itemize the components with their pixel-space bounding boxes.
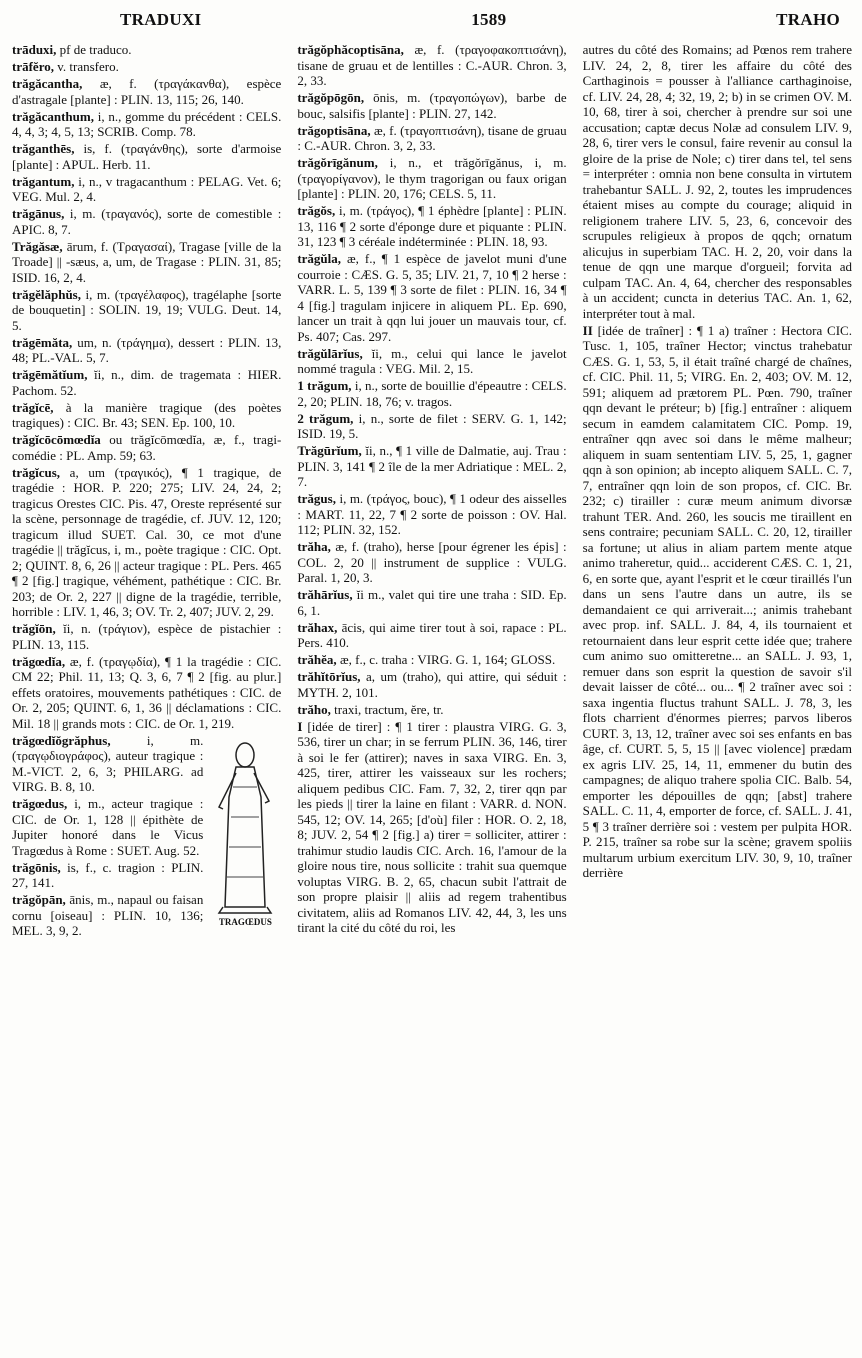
entry-definition: æ, f., ¶ 1 espèce de javelot muni d'une courroie : CÆS. G. 5, 35; LIV. 21, 7, 10 ¶ 2 herse : VARR. L. 5, 139 ¶ 3 sorte de filet : PLIN. 16, 34 ¶ 4 [fig.] tragulam injicere in aliquem PL. Ep. 690, lancer un trait à qqn lui jouer un mauvais tour, cf. Ps. 407; Cas. 297.: [297, 251, 567, 344]
entry-definition: i, m. (τράγος), ¶ 1 éphèdre [plante] : PLIN. 13, 116 ¶ 2 sorte d'éponge dure et piquante : PLIN. 31, 123 ¶ 3 céréale indéterminée : PLIN. 18, 93.: [297, 203, 567, 249]
entry-definition: ācis, qui aime tirer tout à soi, rapace : PL. Pers. 410.: [297, 619, 567, 650]
entry-headword: trăgēmătĭum,: [12, 367, 88, 382]
entry-definition: ĭi, n., ¶ 1 ville de Dalmatie, auj. Trau : PLIN. 3, 141 ¶ 2 île de la mer Adriatique : MEL. 2, 7.: [297, 443, 567, 489]
dictionary-entry: [297, 539, 566, 586]
entry-headword: trăgĕlăphŭs,: [12, 286, 81, 302]
entry-definition: i, m. (τραγῳδιογράφος), auteur tragique : M.-VICT. 2, 6, 3; PHILARG. ad VIRG. B. 8, 10.: [12, 732, 204, 794]
dictionary-entry: [583, 323, 852, 881]
dictionary-entry: [12, 59, 281, 75]
entry-definition: ōnis, m. (τραγοπώγων), barbe de bouc, salsifis [plante] : PLIN. 27, 142.: [297, 90, 567, 121]
dictionary-entry: [297, 443, 566, 490]
dictionary-entry: [583, 42, 852, 321]
entry-headword: trăgŏs,: [297, 203, 336, 218]
entry-headword: trāduxi,: [12, 42, 57, 57]
dictionary-entry: [297, 378, 566, 409]
entry-headword: trăgōnis,: [12, 859, 61, 875]
dictionary-entry: [12, 654, 281, 732]
entry-headword: trāfĕro,: [12, 59, 54, 74]
entry-definition: v. transfero.: [53, 59, 119, 74]
dictionary-entry: [297, 251, 566, 344]
dictionary-entry: [297, 669, 566, 700]
entry-headword: trăgĭcē,: [12, 399, 54, 415]
dictionary-entry: [12, 109, 281, 140]
entry-headword: trăhĕa,: [297, 652, 337, 667]
entry-definition: ārum, f. (Τραγασαί), Tragase [ville de la Troade] || -sæus, a, um, de Tragase : PLIN. 31, 85; ISID. 16, 2, 4.: [12, 238, 282, 285]
entry-definition: i, n., v tragacanthum : PELAG. Vet. 6; VEG. Mul. 2, 4.: [12, 173, 282, 204]
entry-definition: ou trăgĭcōmœdĭa, æ, f., tragi-comédie : PL. Amp. 59; 63.: [12, 432, 282, 463]
dictionary-entry: [12, 465, 281, 620]
dictionary-entry: [12, 206, 281, 237]
entry-headword: trăgēmăta,: [12, 334, 73, 350]
entry-definition: æ, f., c. traha : VIRG. G. 1, 164; GLOSS.: [336, 652, 556, 667]
dictionary-entry: [297, 155, 566, 202]
illustration-caption: TRAGŒDUS: [218, 916, 272, 927]
dictionary-entry: [297, 123, 566, 154]
entry-definition: i, n., gomme du précédent : CELS. 4, 4, 3; 4, 5, 13; SCRIB. Comp. 78.: [12, 108, 282, 139]
dictionary-entry: [12, 287, 281, 334]
entry-definition: is, f. (τραγάνθης), sorte d'armoise [plante] : APUL. Herb. 11.: [12, 141, 282, 172]
entry-headword: trăgŭlārĭus,: [297, 345, 363, 361]
entry-headword: trăhĭtōrĭus,: [297, 669, 361, 684]
entry-definition: ĭi, m., celui qui lance le javelot nommé tragula : VEG. Mil. 2, 15.: [297, 345, 567, 376]
entry-headword: trăgŭla,: [297, 251, 342, 266]
entry-definition: is, f., c. tragion : PLIN. 27, 141.: [12, 859, 204, 890]
entry-headword: trăgăcantha,: [12, 76, 83, 91]
entry-headword: trăhārĭus,: [297, 587, 353, 602]
dictionary-entry: [12, 76, 281, 107]
dictionary-entry: [297, 652, 566, 668]
entry-headword: trăgŏrīgănum,: [297, 155, 378, 170]
dictionary-entry: [297, 42, 566, 89]
entry-headword: II: [582, 322, 593, 338]
entry-definition: à la manière tragique (des poètes tragiques) : CIC. Br. 43; SEN. Ep. 100, 10.: [12, 399, 282, 430]
entry-definition: autres du côté des Romains; ad Pœnos rem trahere LIV. 24, 2, 8, tirer les affaire du côté des Carthaginois = pousser à l'alliance carthaginoise, cf. LIV. 24, 28, 4; 32, 19, 2; b) in se crimen OV. M. 10, 68, tirer à soi, chercher à prendre sur soi une accusation; captæ decus Nolæ ad consulem LIV. 9, 28, 6, tirer vers le consul, faire revenir au consul la gloire de la prise de Nole; c) tirer dans tel, tel sens = interpréter : omnia non bene consulta in virtutem trahebantur SALL. J. 92, 2, toutes les imprudences étaient mises au compte du courage; aliquid in religionem trahere LIV. 5, 23, 6, concevoir des scrupules religieux à propos de qqch; ornatum alicujus in superbiam TAC. H. 2, 20, voir dans la tenue de qqn une marque d'orgueil; forvita ad culpam TAC. An. 4, 64, chercher des responsables à un accident; cuncta in deterius TAC. An. 1, 62, interpréter tout à mal.: [582, 42, 852, 321]
dictionary-entry: [12, 400, 281, 431]
entry-definition: [idée de traîner] : ¶ 1 a) traîner : Hectora CIC. Tusc. 1, 105, traîner Hector; vinctus trahebatur CÆS. G. 1, 53, 5, il était traîné chargé de chaînes, cf. CIC. Phil. 11, 5; VIRG. En. 2, 403; OV. M. 12, 591; aliquem ad prætorem PL. Pœn. 790, traîner qqn devant le préteur; b) [fig.] entraîner : aliquem secum in eamdem calamitatem CIC. Pomp. 19, entraîner qqn avec soi dans le même malheur; aliquem in suam sententiam LIV. 5, 25, 1, gagner qqn à son opinion; ab incepto aliquem SALL. C. 7, 7, entraîner qqn loin de son propos, cf. CIC. Br. 232; c) tirailler : curæ meum animum divorsæ trahunt TER. And. 260, les soucis me tiraillent en sens contraire; pecuniam SALL. C. 20, 12, tirailler sa fortune; ut alius in aliam partem mente atque animo traheretur, quid... acciderent CÆS. C. 1, 21, 6, en sorte que, ayant l'esprit et le cœur tiraillés l'un dans un sens l'autre dans un autre, ils se demandaient ce qui arriverait...; animis trahebant avec prop. inf. SALL. J. 84, 4, ils tournaient et retournaient dans leur esprit cette idée que; trahere cum animo suo omitteretne... an SALL. J. 93, 1, remuer dans son esprit la question de savoir s'il devait laisser de côté... ou... ¶ 2 traîner avec soi : saxa ingentia fluctus trahunt SALL. J. 78, 3, les flots charrient d'énormes pierres; parvos liberos CURT. 3, 13, 12, traîner avec soi ses enfants en bas âge, cf. CURT. 5, 5, 15 || [avec violence] prædam ex agris LIV. 25, 14, 11, emmener du butin des campagnes; de aliquo trahere spolia CIC. Balb. 54, emporter les dépouilles de qqn; [abst] trahere SALL. C. 11, 4, emporter de force, cf. SALL. J. 41, 5 ¶ 3 traîner derrière soi : vestem per pulpita HOR. P. 215, traîner sa robe sur la scène; gravem spoliis multarum urbium exercitum LIV. 30, 9, 10, traîner derrière: [582, 322, 852, 880]
entry-headword: trăganthēs,: [12, 141, 75, 156]
page-number: 1589: [471, 10, 507, 29]
column-3: [583, 42, 852, 940]
dictionary-entry: [12, 335, 281, 366]
entry-definition: ānis, m., napaul ou faisan cornu [oiseau] : PLIN. 10, 136; MEL. 3, 9, 2.: [12, 892, 204, 938]
entry-headword: I: [297, 718, 303, 734]
column-1: [12, 42, 281, 940]
entry-headword: trăgăcanthum,: [12, 108, 94, 124]
entry-headword: trăgœdus,: [12, 796, 68, 811]
entry-definition: i, m. (τραγέλαφος), tragélaphe [sorte de bouquetin] : SOLIN. 19, 19; VULG. Deut. 14, 5.: [12, 286, 282, 333]
entry-definition: i, n., sorte de bouillie d'épeautre : CELS. 2, 20; PLIN. 18, 76; v. tragos.: [297, 378, 567, 409]
dictionary-entry: [12, 367, 281, 398]
dictionary-entry: [12, 239, 281, 286]
header-left-guideword: TRADUXI: [120, 10, 202, 29]
entry-definition: i, n., sorte de filet : SERV. G. 1, 142; ISID. 19, 5.: [297, 410, 567, 441]
entry-headword: trăhax,: [297, 619, 338, 635]
entry-headword: trăgānus,: [12, 206, 65, 221]
entry-headword: trăho,: [297, 701, 331, 717]
entry-headword: trăgantum,: [12, 173, 75, 189]
entry-definition: traxi, tractum, ĕre, tr.: [330, 701, 444, 717]
dictionary-entry: [297, 587, 566, 618]
dictionary-entry: [297, 719, 566, 936]
entry-headword: Trăgūrĭum,: [297, 443, 362, 458]
dictionary-entry: [12, 432, 281, 463]
entry-headword: trăgŏpān,: [12, 892, 66, 907]
entry-definition: æ, f. (τραγῳδία), ¶ 1 la tragédie : CIC. CM 22; Phil. 11, 13; Q. 3, 6, 7 ¶ 2 [fig. au plur.] effets oratoires, mouvements pathétiques : CIC. de Or. 2, 205; QUINT. 6, 1, 36 || déclamations : CIC. Mil. 18 || grands mots : CIC. de Or. 1, 219.: [12, 653, 282, 731]
dictionary-entry: [297, 411, 566, 442]
entry-headword: Trăgăsæ,: [12, 238, 63, 254]
dictionary-entry: [12, 174, 281, 205]
entry-headword: trăha,: [297, 539, 331, 554]
dictionary-entry: [297, 620, 566, 651]
dictionary-entry: [12, 621, 281, 652]
entry-definition: æ, f. (τραγάκανθα), espèce d'astragale [plante] : PLIN. 13, 115; 26, 140.: [12, 76, 282, 107]
column-2: [297, 42, 566, 940]
entry-definition: [idée de tirer] : ¶ 1 tirer : plaustra VIRG. G. 3, 536, tirer un char; in se ferrum PLIN. 36, 146, tirer à soi le fer (attirer); naves in saxa VIRG. En. 3, 425, tirer, attirer les vaisseaux sur les rochers; aliquem pedibus CIC. Fam. 7, 32, 2, tirer qqn par les pieds || tirer la laine en filant : VARR. d. NON. 545, 12; OV. 14, 265; [d'où] filer : HOR. O. 2, 18, 8; JUV. 2, 54 ¶ 2 [fig.] a) tirer = solliciter, attirer : trahimur studio laudis CIC. Arch. 16, l'amour de la gloire nous tire, nous sollicite : trahit sua quemque voluptas VIRG. B. 2, 65, chacun subit l'attrait de son propre plaisir || aliis ad regem trahentibus civitatem, aliis ad Romanos LIV. 42, 44, 3, les uns tirant la cité du côté du roi, les: [297, 718, 567, 935]
dictionary-entry: [297, 346, 566, 377]
tragoedus-illustration: [209, 737, 281, 927]
dictionary-entry: [297, 491, 566, 538]
entry-headword: trăgœdĭa,: [12, 653, 66, 669]
entry-definition: ĭi, n. (τράγιον), espèce de pistachier : PLIN. 13, 115.: [12, 621, 282, 652]
entry-definition: æ, f. (τραγοπτισάνη), tisane de gruau : C.-AUR. Chron. 3, 2, 33.: [297, 122, 567, 153]
dictionary-entry: [12, 42, 281, 58]
entry-headword: trăgus,: [297, 491, 336, 506]
entry-headword: 2 trăgum,: [297, 410, 354, 426]
entry-headword: 1 trăgum,: [297, 378, 352, 393]
entry-definition: i, n., et trăgŏrīgănus, i, m. (τραγορίγανον), le thym tragorigan ou faux origan [plante] : PLIN. 20, 176; CELS. 5, 11.: [297, 155, 567, 201]
text-columns: [12, 42, 852, 940]
entry-headword: trăgĭōn,: [12, 621, 56, 636]
dictionary-entry: [12, 141, 281, 172]
entry-headword: trăgŏpōgōn,: [297, 90, 365, 105]
entry-definition: a, um (τραγικός), ¶ 1 tragique, de tragédie : HOR. P. 220; 275; LIV. 24, 24, 2; tragicus Orestes CIC. Pis. 47, Oreste représenté sur la scène, personnage de tragédie, cf. JUV. 12, 120; tragicum illud SUET. Cal. 30, ce mot d'une tragédie || trăgĭcus, i, m., poète tragique : CIC. Opt. 2; QUINT. 8, 6, 26 || acteur tragique : PL. Pers. 465 ¶ 2 [fig.] tragique, véhément, pathétique : CIC. Br. 203; de Or. 2, 227 || digne de la tragédie, terrible, horrible : LIV. 1, 46, 3; OV. Tr. 2, 407; JUV. 2, 29.: [12, 464, 282, 619]
entry-definition: æ, f. (traho), herse [pour égrener les épis] : COL. 2, 20 || instrument de supplice : VULG. Paral. 1, 20, 3.: [297, 539, 567, 585]
entry-headword: trăgŏphăcoptisāna,: [297, 42, 404, 57]
entry-headword: trăgoptisāna,: [297, 122, 371, 138]
entry-definition: pf de traduco.: [56, 42, 132, 57]
entry-definition: i, m. (τράγος, bouc), ¶ 1 odeur des aisselles : MART. 11, 22, 7 ¶ 2 sorte de poisson : OV. Hal. 112; PLIN. 32, 152.: [297, 491, 567, 537]
entry-definition: i, m. (τραγανός), sorte de comestible : APIC. 8, 7.: [12, 206, 282, 237]
entry-headword: trăgœdĭŏgrăphus,: [12, 732, 111, 748]
page-header: [12, 10, 852, 38]
dictionary-entry: [297, 702, 566, 718]
entry-definition: æ, f. (τραγοφακοπτισάνη), tisane de gruau et de lentilles : C.-AUR. Chron. 3, 2, 33.: [297, 42, 567, 88]
entry-definition: i, m., acteur tragique : CIC. de Or. 1, 128 || épithète de Jupiter honoré dans le Vicus Tragœdus à Rome : SUET. Aug. 52.: [12, 796, 204, 858]
entry-headword: trăgĭcōcōmœdĭa: [12, 432, 101, 447]
entry-definition: ĭi m., valet qui tire une traha : SID. Ep. 6, 1.: [297, 587, 567, 618]
entry-definition: um, n. (τράγημα), dessert : PLIN. 13, 48; PL.-VAL. 5, 7.: [12, 334, 282, 365]
dictionary-entry: [297, 90, 566, 121]
header-right-guideword: TRAHO: [776, 10, 840, 29]
entry-headword: trăgĭcus,: [12, 464, 61, 480]
dictionary-entry: [297, 203, 566, 250]
entry-definition: a, um (traho), qui attire, qui séduit : MYTH. 2, 101.: [297, 669, 567, 700]
actor-figure-icon: [209, 737, 281, 915]
entry-definition: ĭi, n., dim. de tragemata : HIER. Pachom. 52.: [12, 367, 282, 398]
